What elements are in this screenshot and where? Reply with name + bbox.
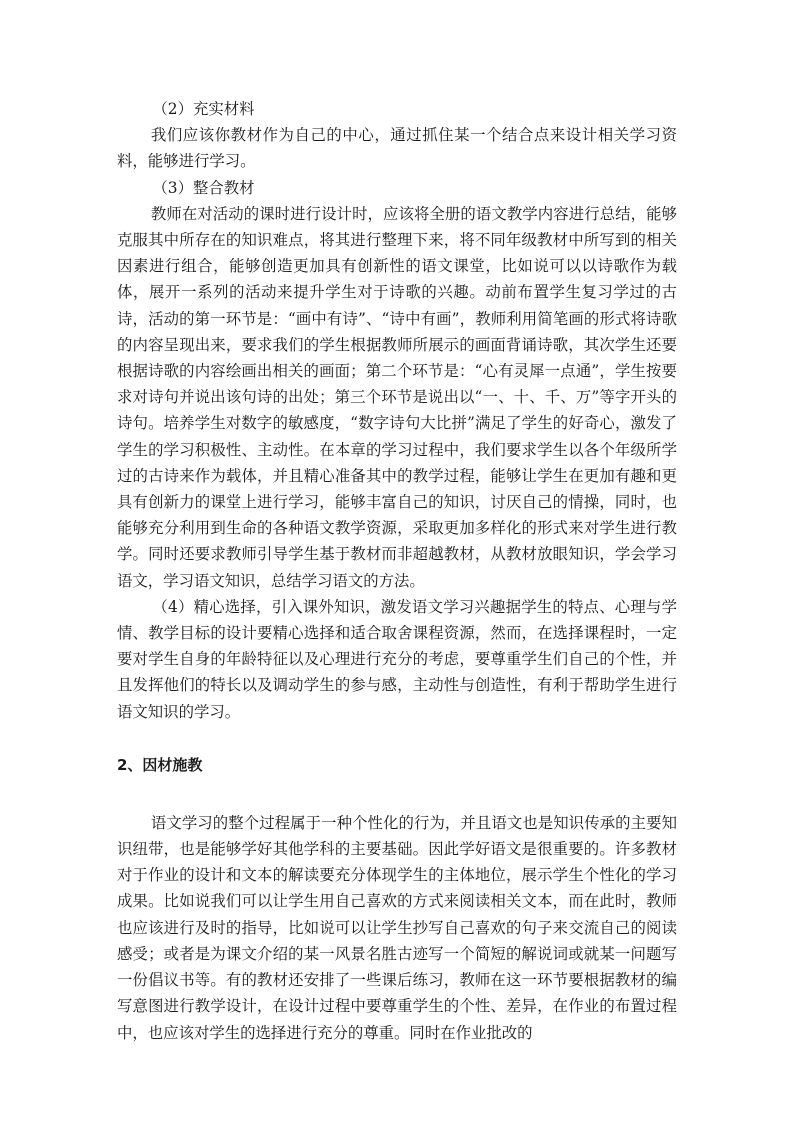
heading-spacer <box>117 776 677 810</box>
section-heading: 2、因材施教 <box>117 755 203 774</box>
paragraph-careful-selection: （4）精心选择，引入课外知识，激发语文学习兴趣据学生的特点、心理与学情、教学目标的设计要精心选择和适合取舍课程资源，然而，在选择课程时，一定要对学生自身的年龄特征以及心理进行充分的考虑，要尊重学生们自己的个性，并且发挥他们的特长以及调动学生的参与感，主动性与创造性，有利于帮助学生进行语文知识的学习。 <box>117 597 677 721</box>
subheading-enrich-materials: （2）充实材料 <box>152 100 255 118</box>
subheading-integrate-materials: （3）整合教材 <box>152 178 255 197</box>
paragraph-enrich-materials: 我们应该你教材作为自己的中心，通过抓住某一个结合点来设计相关学习资料，能够进行学习。 <box>117 126 677 171</box>
paragraph-integrate-materials: 教师在对活动的课时进行设计时，应该将全册的语文教学内容进行总结，能够克服其中所存在的知识难点，将其进行整理下来，将不同年级教材中所写到的相关因素进行组合，能够创造更加具有创新性的语文课堂，比如说可以以诗歌作为载体，展开一系列的活动来提升学生对于诗歌的兴趣。动前布置学生复习学过的古诗，活动的第一环节是：“画中有诗”、“诗中有画”，教师利用简笔画的形式将诗歌的内容呈现出来，要求我们的学生根据教师所展示的画面背诵诗歌，其次学生还要根据诗歌的内容绘画出相关的画面；第二个环节是：“心有灵犀一点通”，学生按要求对诗句并说出该句诗的出处；第三个环节是说出以“一、十、千、万”等字开头的诗句。培养学生对数字的敏感度，“数字诗句大比拼”满足了学生的好奇心，激发了学生的学习积极性、主动性。在本章的学习过程中，我们要求学生以各个年级所学过的古诗来作为载体，并且精心准备其中的教学过程，能够让学生在更加有趣和更具有创新力的课堂上进行学习，能够丰富自己的知识，讨厌自己的情操，同时，也能够充分利用到生命的各种语文教学资源，采取更加多样化的形式来对学生进行教学。同时还要求教师引导学生基于教材而非超越教材，从教材放眼知识，学会学习语文，学习语文知识，总结学习语文的方法。 <box>117 204 677 590</box>
paragraph-teach-by-aptitude: 语文学习的整个过程属于一种个性化的行为，并且语文也是知识传承的主要知识纽带，也是能够学好其他学科的主要基础。因此学好语文是很重要的。许多教材对于作业的设计和文本的解读要充分体现学生的主体地位，展示学生个性化的学习成果。比如说我们可以让学生用自己喜欢的方式来阅读相关文本，而在此时，教师也应该进行及时的指导，比如说可以让学生抄写自己喜欢的句子来交流自己的阅读感受；或者是为课文介绍的某一风景名胜古迹写一个简短的解说词或就某一问题写一份倡议书等。有的教材还安排了一些课后练习，教师在这一环节要根据教材的编写意图进行教学设计，在设计过程中要尊重学生的个性、差异，在作业的布置过程中，也应该对学生的选择进行充分的尊重。同时在作业批改的 <box>117 813 677 1042</box>
document-page <box>117 96 677 1046</box>
